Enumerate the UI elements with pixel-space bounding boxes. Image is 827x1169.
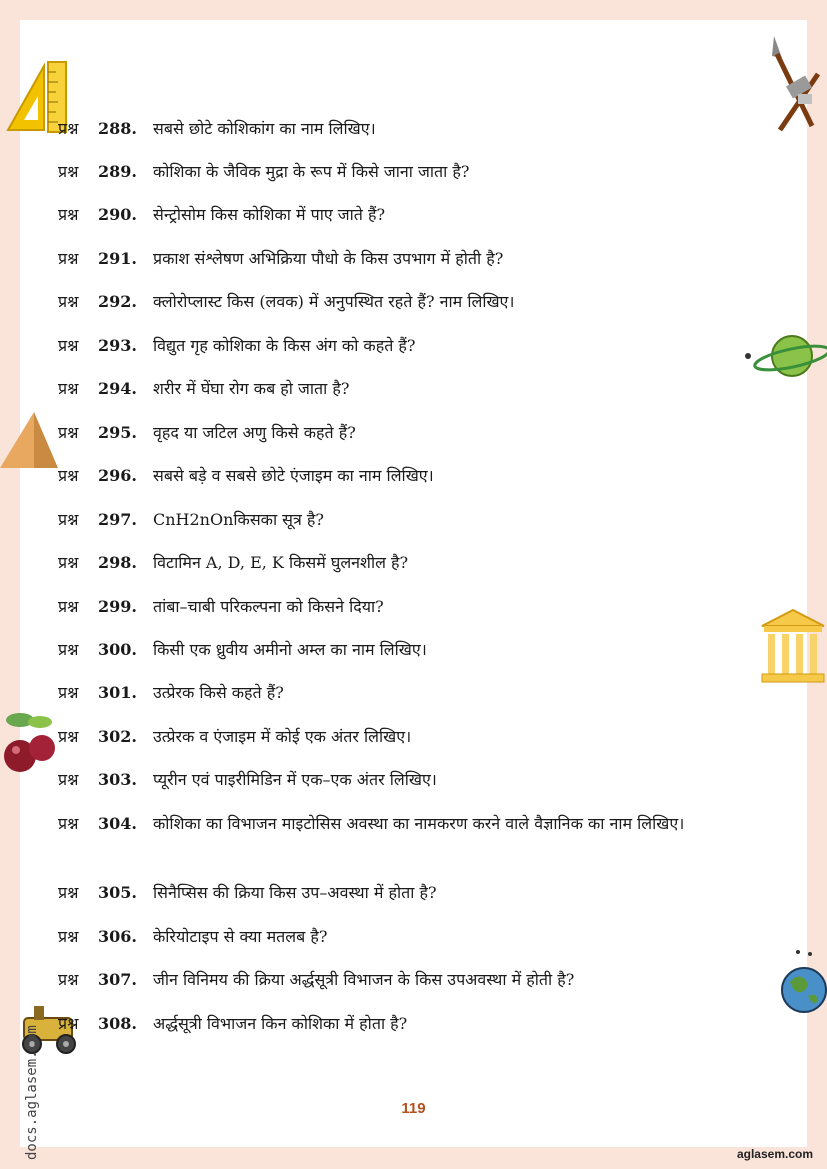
question-label: प्रश्न [58, 597, 79, 616]
pyramid-icon [0, 410, 58, 470]
question-text: CnH2nOnकिसका सूत्र है? [153, 510, 324, 529]
question-item [58, 507, 778, 533]
question-item [58, 116, 778, 142]
question-item [58, 724, 778, 750]
question-item [58, 680, 778, 706]
question-item [58, 1011, 778, 1037]
question-number: 294. [98, 379, 137, 398]
question-text: जीन विनिमय की क्रिया अर्द्धसूत्री विभाजन के किस उपअवस्था में होती है? [153, 970, 575, 989]
question-item [58, 880, 778, 906]
question-number: 292. [98, 292, 137, 311]
question-item [58, 159, 778, 185]
question-number: 307. [98, 970, 137, 989]
question-item [58, 924, 778, 950]
question-number: 289. [98, 162, 137, 181]
question-number: 303. [98, 770, 137, 789]
question-label: प्रश्न [58, 379, 79, 398]
question-number: 290. [98, 205, 137, 224]
question-item [58, 289, 778, 315]
question-text: सबसे बड़े व सबसे छोटे एंजाइम का नाम लिखिए। [153, 466, 434, 485]
watermark-text: docs.aglasem.com [24, 1025, 40, 1160]
question-number: 299. [98, 597, 137, 616]
question-item [58, 550, 778, 576]
question-text: अर्द्धसूत्री विभाजन किन कोशिका में होता है? [153, 1014, 408, 1033]
question-label: प्रश्न [58, 336, 79, 355]
question-number: 298. [98, 553, 137, 572]
question-text: विटामिन A, D, E, K किसमें घुलनशील है? [153, 553, 409, 572]
question-item [58, 463, 778, 489]
question-text: विद्युत गृह कोशिका के किस अंग को कहते हैं? [153, 336, 416, 355]
question-text: शरीर में घेंघा रोग कब हो जाता है? [153, 379, 350, 398]
question-item [58, 637, 778, 663]
question-number: 297. [98, 510, 137, 529]
question-number: 288. [98, 119, 137, 138]
question-item [58, 333, 778, 359]
question-number: 293. [98, 336, 137, 355]
question-label: प्रश्न [58, 770, 79, 789]
question-text: तांबा–चाबी परिकल्पना को किसने दिया? [153, 597, 384, 616]
question-label: प्रश्न [58, 510, 79, 529]
question-text: उत्प्रेरक व एंजाइम में कोई एक अंतर लिखिए। [153, 727, 412, 746]
earth-globe-icon [778, 948, 827, 1020]
question-item [58, 967, 778, 993]
question-number: 304. [98, 814, 137, 833]
question-label: प्रश्न [58, 553, 79, 572]
question-item [58, 376, 778, 402]
question-text: कोशिका के जैविक मुद्रा के रूप में किसे जाना जाता है? [153, 162, 470, 181]
question-text: किसी एक ध्रुवीय अमीनो अम्ल का नाम लिखिए। [153, 640, 427, 659]
question-number: 296. [98, 466, 137, 485]
question-text: कोशिका का विभाजन माइटोसिस अवस्था का नामकरण करने वाले वैज्ञानिक का नाम लिखिए। [153, 814, 685, 833]
question-text: प्रकाश संश्लेषण अभिक्रिया पौधो के किस उपभाग में होती है? [153, 249, 504, 268]
page-number: 119 [401, 1100, 426, 1117]
question-item [58, 811, 778, 837]
question-number: 295. [98, 423, 137, 442]
question-label: प्रश्न [58, 205, 79, 224]
question-number: 302. [98, 727, 137, 746]
brand-link[interactable]: aglasem.com [736, 1147, 813, 1161]
question-label: प्रश्न [58, 883, 79, 902]
question-text: सबसे छोटे कोशिकांग का नाम लिखिए। [153, 119, 376, 138]
question-label: प्रश्न [58, 162, 79, 181]
question-label: प्रश्न [58, 927, 79, 946]
question-label: प्रश्न [58, 119, 79, 138]
question-label: प्रश्न [58, 1014, 79, 1033]
question-number: 301. [98, 683, 137, 702]
question-number: 291. [98, 249, 137, 268]
question-number: 308. [98, 1014, 137, 1033]
question-text: केरियोटाइप से क्या मतलब है? [153, 927, 328, 946]
question-label: प्रश्न [58, 683, 79, 702]
berries-fruit-icon [0, 706, 62, 778]
question-number: 305. [98, 883, 137, 902]
question-label: प्रश्न [58, 640, 79, 659]
question-text: वृहद या जटिल अणु किसे कहते हैं? [153, 423, 356, 442]
question-text: क्लोरोप्लास्ट किस (लवक) में अनुपस्थित रहते हैं? नाम लिखिए। [153, 292, 515, 311]
question-item [58, 420, 778, 446]
question-text: उत्प्रेरक किसे कहते हैं? [153, 683, 284, 702]
question-item [58, 202, 778, 228]
question-number: 306. [98, 927, 137, 946]
question-label: प्रश्न [58, 292, 79, 311]
question-label: प्रश्न [58, 466, 79, 485]
question-label: प्रश्न [58, 423, 79, 442]
question-text: सिनैप्सिस की क्रिया किस उप–अवस्था में होता है? [153, 883, 437, 902]
question-item [58, 246, 778, 272]
question-label: प्रश्न [58, 970, 79, 989]
question-label: प्रश्न [58, 814, 79, 833]
question-label: प्रश्न [58, 249, 79, 268]
question-item [58, 594, 778, 620]
question-text: प्यूरीन एवं पाइरीमिडिन में एक–एक अंतर लिखिए। [153, 770, 437, 789]
question-label: प्रश्न [58, 727, 79, 746]
question-number: 300. [98, 640, 137, 659]
question-text: सेन्ट्रोसोम किस कोशिका में पाए जाते हैं? [153, 205, 386, 224]
question-item [58, 767, 778, 793]
